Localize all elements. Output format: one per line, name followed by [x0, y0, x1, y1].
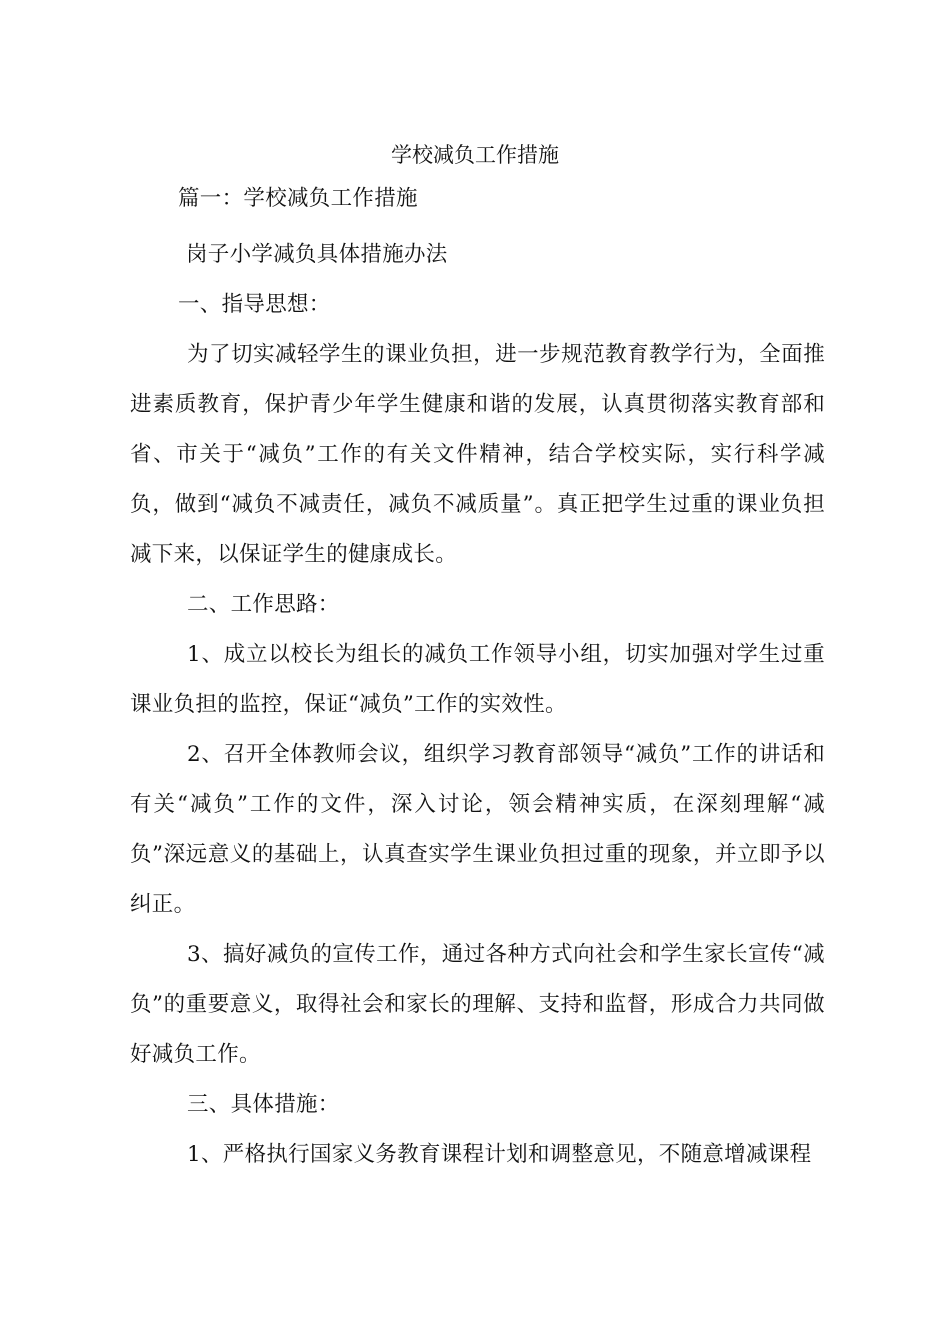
section-heading-specific-measures: 三、具体措施：	[187, 1092, 340, 1117]
paragraph-approach-1: 1、成立以校长为组长的减负工作领导小组，切实加强对学生过重课业负担的监控，保证“减负”工作的实效性。	[130, 642, 825, 717]
section-heading-guiding-thought: 一、指导思想：	[178, 292, 331, 317]
paragraph-approach-3: 3、搞好减负的宣传工作，通过各种方式向社会和学生家长宣传“减负”的重要意义，取得社会和家长的理解、支持和监督，形成合力共同做好减负工作。	[130, 942, 825, 1067]
section-heading-work-approach: 二、工作思路：	[187, 592, 340, 617]
document-title: 学校减负工作措施	[391, 143, 559, 167]
document-body	[130, 180, 825, 1180]
paragraph-school-heading: 岗子小学减负具体措施办法	[186, 242, 448, 267]
paragraph-approach-2: 2、召开全体教师会议，组织学习教育部领导“减负”工作的讲话和有关“减负”工作的文件，深入讨论，领会精神实质，在深刻理解“减负”深远意义的基础上，认真查实学生课业负担过重的现象，并立即予以纠正。	[130, 742, 825, 917]
paragraph-measure-1: 1、严格执行国家义务教育课程计划和调整意见，不随意增减课程	[187, 1142, 812, 1167]
paragraph-guiding-thought: 为了切实减轻学生的课业负担，进一步规范教育教学行为，全面推进素质教育，保护青少年学生健康和谐的发展，认真贯彻落实教育部和省、市关于“减负”工作的有关文件精神，结合学校实际，实行科学减负，做到“减负不减责任，减负不减质量”。真正把学生过重的课业负担减下来，以保证学生的健康成长。	[130, 342, 825, 567]
paragraph-article-heading: 篇一：学校减负工作措施	[178, 186, 418, 211]
